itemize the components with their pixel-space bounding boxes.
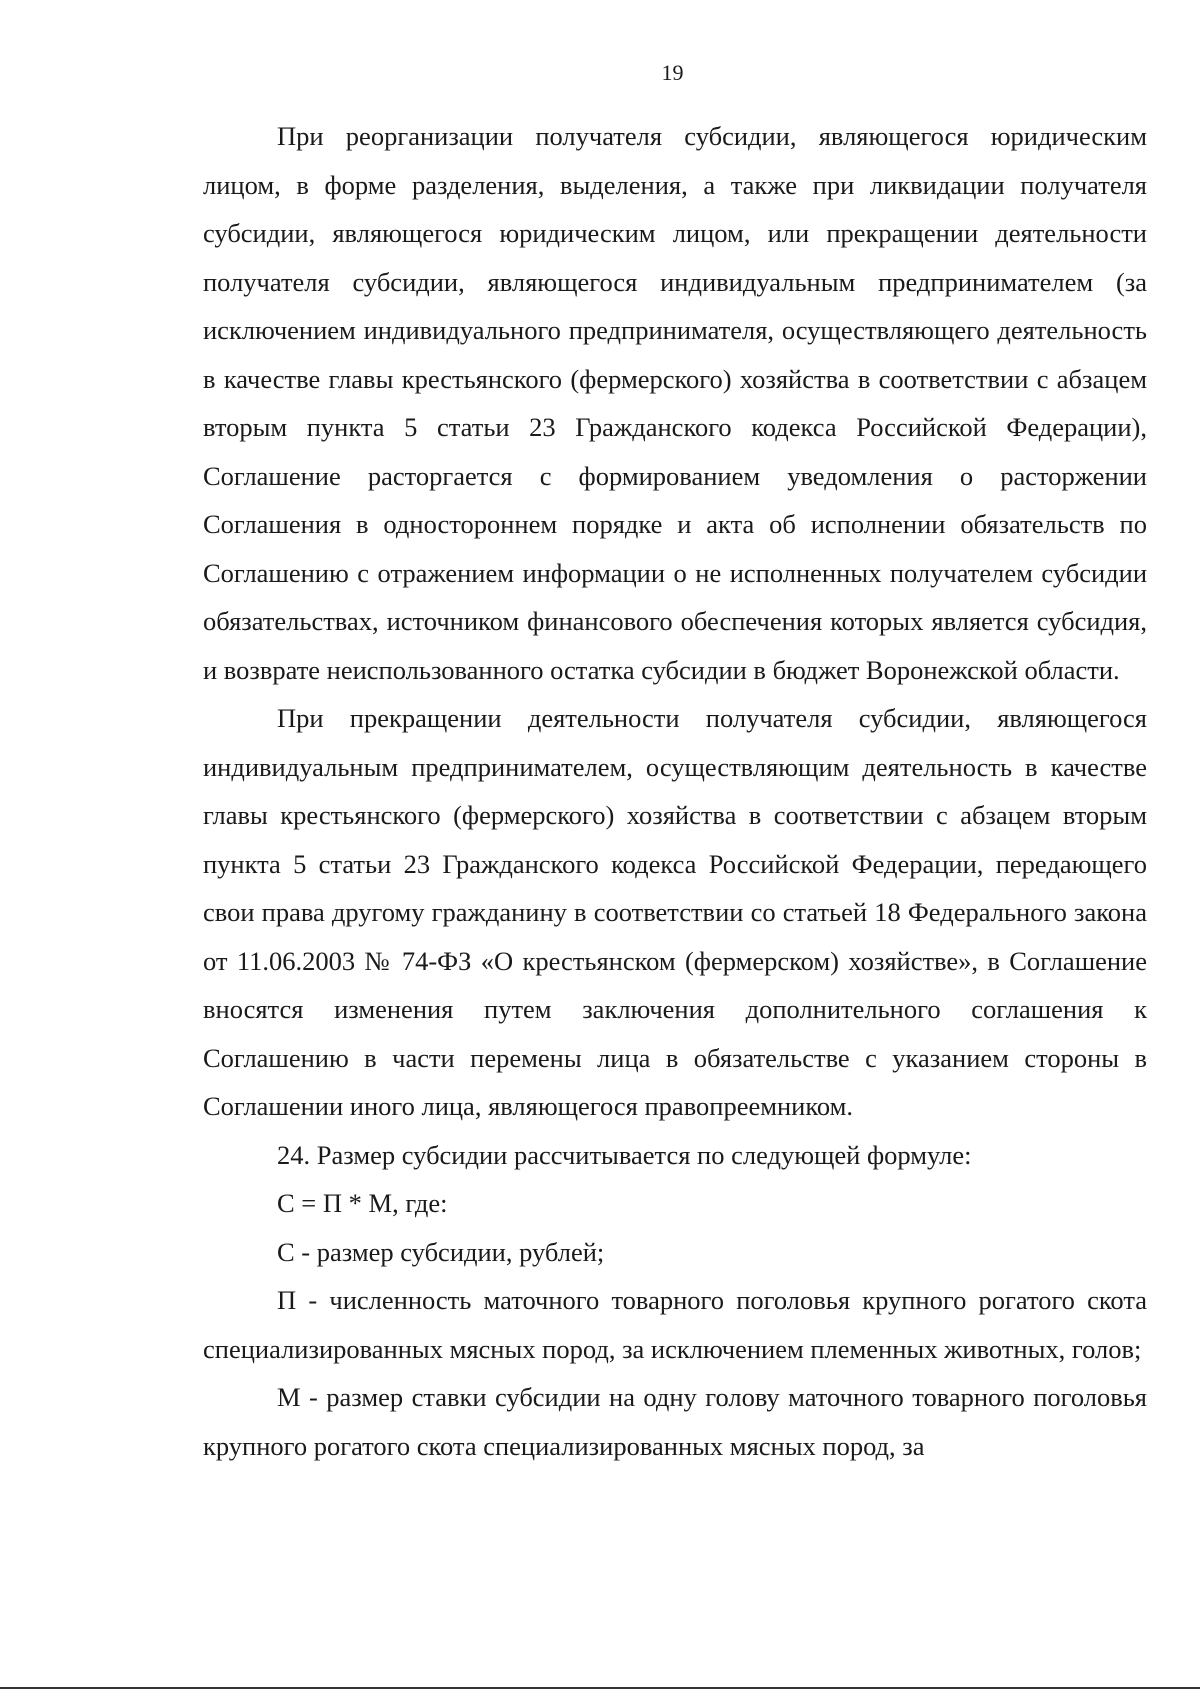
paragraph-reorganization: При реорганизации получателя субсидии, являющегося юридическим лицом, в форме разделения, выделения, а также при ликвидации получателя субсидии, являющегося юридическим лицом, или прекращении деятельности получателя субсидии, являющегося индивидуальным предпринимателем (за исключением индивидуального предпринимателя, осуществляющего деятельность в качестве главы крестьянского (фермерского) хозяйства в соответствии с абзацем вторым пункта 5 статьи 23 Гражданского кодекса Российской Федерации), Соглашение расторгается с формированием уведомления о расторжении Соглашения в одностороннем порядке и акта об исполнении обязательств по Соглашению с отражением информации о не исполненных получателем субсидии обязательствах, источником финансового обеспечения которых является субсидия, и возврате неиспользованного остатка субсидии в бюджет Воронежской области. [203,121,1147,685]
formula: С = П * М, где: [277,1188,448,1218]
formula-definition-c: С - размер субсидии, рублей; [277,1236,605,1267]
paragraph-item-24: 24. Размер субсидии рассчитывается по следующей формуле: [277,1139,972,1170]
formula-definition-p: П - численность маточного товарного поголовья крупного рогатого скота специализированных мясных пород, за исключением племенных животных, голов; [203,1285,1147,1364]
paragraph-termination: При прекращении деятельности получателя субсидии, являющегося индивидуальным предпринимателем, осуществляющим деятельность в качестве главы крестьянского (фермерского) хозяйства в соответствии с абзацем вторым пункта 5 статьи 23 Гражданского кодекса Российской Федерации, передающего свои права другому гражданину в соответствии со статьей 18 Федерального закона от 11.06.2003 № 74-ФЗ «О крестьянском (фермерском) хозяйстве», в Соглашение вносятся изменения путем заключения дополнительного соглашения к Соглашению в части перемены лица в обязательстве с указанием стороны в Соглашении иного лица, являющегося правопреемником. [203,703,1147,1121]
bottom-divider [0,1687,1200,1689]
document-body [203,112,1147,1470]
formula-definition-m: М - размер ставки субсидии на одну голову маточного товарного поголовья крупного рогатого скота специализированных мясных пород, за [203,1382,1147,1461]
page-number: 19 [661,60,684,85]
